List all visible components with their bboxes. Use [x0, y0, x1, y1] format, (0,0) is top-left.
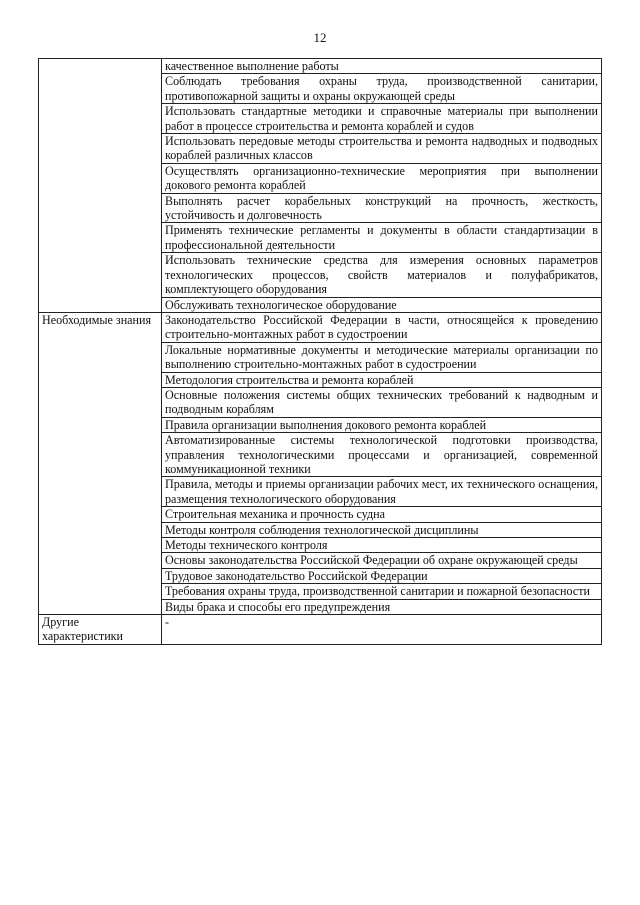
requirements-table	[38, 58, 602, 645]
requirements-table-body	[39, 59, 602, 645]
requirement-item: Методология строительства и ремонта кораблей	[162, 372, 602, 387]
table-row	[39, 59, 602, 74]
requirement-item: Методы контроля соблюдения технологической дисциплины	[162, 522, 602, 537]
requirement-item: качественное выполнение работы	[162, 59, 602, 74]
requirement-item: Виды брака и способы его предупреждения	[162, 599, 602, 614]
requirement-item: Основы законодательства Российской Федерации об охране окружающей среды	[162, 553, 602, 568]
section-label: Необходимые знания	[39, 312, 162, 614]
requirement-item: -	[162, 615, 602, 645]
requirement-item: Методы технического контроля	[162, 538, 602, 553]
requirement-item: Правила, методы и приемы организации рабочих мест, их технического оснащения, размещения технологического оборудования	[162, 477, 602, 507]
section-label	[39, 59, 162, 313]
requirement-item: Соблюдать требования охраны труда, производственной санитарии, противопожарной защиты и охраны окружающей среды	[162, 74, 602, 104]
requirement-item: Использовать стандартные методики и справочные материалы при выполнении работ в процессе строительства и ремонта кораблей и судов	[162, 104, 602, 134]
requirement-item: Правила организации выполнения докового ремонта кораблей	[162, 417, 602, 432]
requirement-item: Осуществлять организационно-технические мероприятия при выполнении докового ремонта кораблей	[162, 163, 602, 193]
requirement-item: Локальные нормативные документы и методические материалы организации по выполнению строительно-монтажных работ в судостроении	[162, 342, 602, 372]
section-label: Другие характеристики	[39, 615, 162, 645]
requirement-item: Законодательство Российской Федерации в части, относящейся к проведению строительно-монтажных работ в судостроении	[162, 312, 602, 342]
requirement-item: Строительная механика и прочность судна	[162, 507, 602, 522]
requirement-item: Использовать передовые методы строительства и ремонта надводных и подводных кораблей различных классов	[162, 134, 602, 164]
requirement-item: Использовать технические средства для измерения основных параметров технологических процессов, свойств материалов и полуфабрикатов, комплектующего оборудования	[162, 253, 602, 297]
table-row	[39, 615, 602, 645]
requirement-item: Трудовое законодательство Российской Федерации	[162, 568, 602, 583]
table-row	[39, 312, 602, 342]
requirement-item: Обслуживать технологическое оборудование	[162, 297, 602, 312]
requirement-item: Основные положения системы общих технических требований к надводным и подводным кораблям	[162, 387, 602, 417]
requirement-item: Применять технические регламенты и документы в области стандартизации в профессиональной деятельности	[162, 223, 602, 253]
requirement-item: Требования охраны труда, производственной санитарии и пожарной безопасности	[162, 584, 602, 599]
page-number: 12	[313, 30, 327, 45]
requirement-item: Выполнять расчет корабельных конструкций на прочность, жесткость, устойчивость и долговечность	[162, 193, 602, 223]
requirement-item: Автоматизированные системы технологической подготовки производства, управления технологическими процессами и организацией, современной коммуникационной техники	[162, 433, 602, 477]
